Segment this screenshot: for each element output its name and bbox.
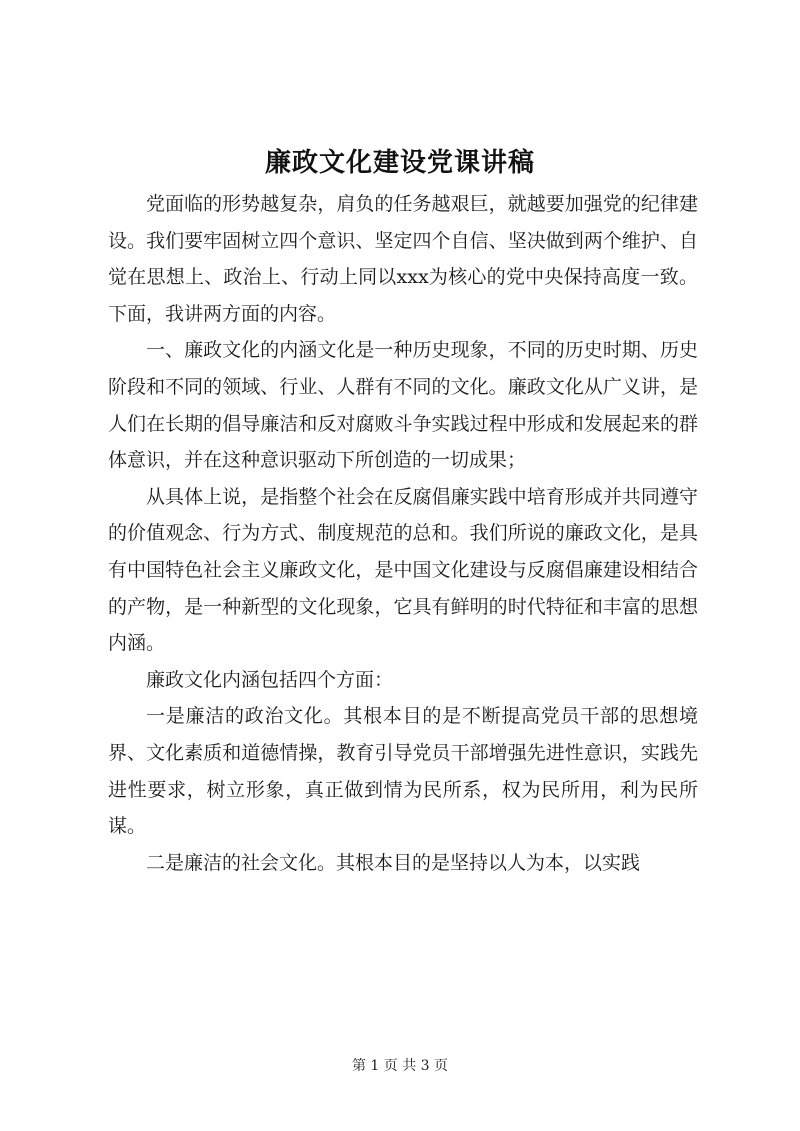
paragraph: 一是廉洁的政治文化。其根本目的是不断提高党员干部的思想境界、文化素质和道德情操，教育引导党员干部增强先进性意识，实践先进性要求，树立形象，真正做到情为民所系，权为民所用，利为民所谋。 [108,705,698,838]
paragraph: 党面临的形势越复杂，肩负的任务越艰巨，就越要加强党的纪律建设。我们要牢固树立四个意识、坚定四个自信、坚决做到两个维护、自觉在思想上、政治上、行动上同以xxx为核心的党中央保持高度一致。下面，我讲两方面的内容。 [108,193,698,325]
page-footer: 第 1 页 共 3 页 [351,1058,449,1074]
paragraph: 一、廉政文化的内涵文化是一种历史现象，不同的历史时期、历史阶段和不同的领域、行业、人群有不同的文化。廉政文化从广义讲，是人们在长期的倡导廉洁和反对腐败斗争实践过程中形成和发展起来的群体意识，并在这种意识驱动下所创造的一切成果； [108,339,698,472]
document-title: 廉政文化建设党课讲稿 [264,148,535,178]
paragraph: 廉政文化内涵包括四个方面： [146,668,394,691]
paragraph: 二是廉洁的社会文化。其根本目的是坚持以人为本，以实践 [146,851,641,874]
document-body [108,186,698,881]
paragraph: 从具体上说，是指整个社会在反腐倡廉实践中培育形成并共同遵守的价值观念、行为方式、制度规范的总和。我们所说的廉政文化，是具有中国特色社会主义廉政文化，是中国文化建设与反腐倡廉建设相结合的产物，是一种新型的文化现象，它具有鲜明的时代特征和丰富的思想内涵。 [108,485,698,655]
